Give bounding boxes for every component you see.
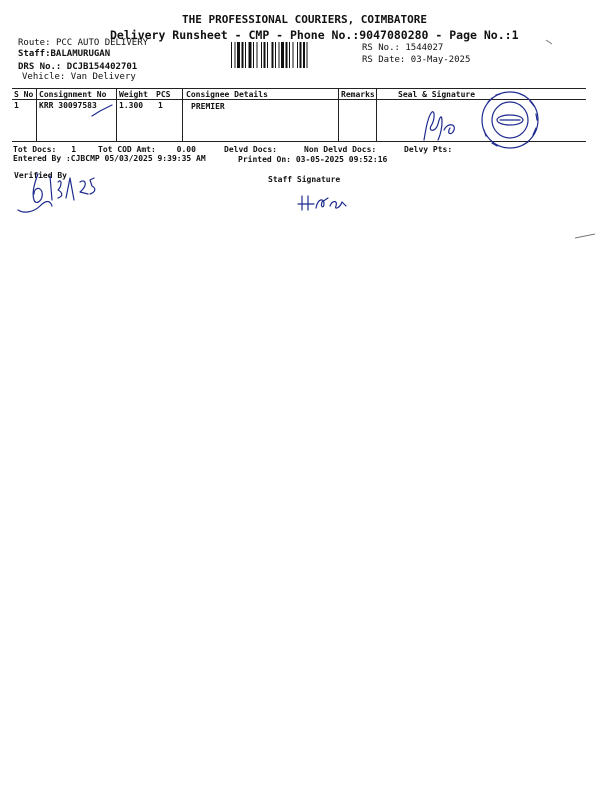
col-header-consignee: Consignee Details <box>186 90 268 99</box>
cell-sno: 1 <box>14 101 19 110</box>
col-header-weight: Weight <box>119 90 148 99</box>
drs-value: DCJB154402701 <box>66 62 138 72</box>
seal-stamp <box>462 88 552 150</box>
tick-mark <box>90 104 114 118</box>
col-divider <box>376 88 377 141</box>
printed-on-label: Printed On: <box>238 155 291 164</box>
rs-no-label: RS No.: <box>362 43 400 53</box>
tot-cod <box>98 145 196 154</box>
col-divider <box>36 88 37 141</box>
barcode-image <box>231 42 355 68</box>
col-divider <box>338 88 339 141</box>
rs-no-row <box>362 43 443 53</box>
col-divider <box>182 88 183 141</box>
entered-by-value: CJBCMP 05/03/2025 9:39:35 AM <box>70 154 206 163</box>
route-row <box>18 38 148 48</box>
col-divider <box>116 88 117 141</box>
col-header-consignment: Consignment No <box>39 90 107 99</box>
rs-date-value: 03-May-2025 <box>410 55 471 65</box>
scan-mark <box>544 38 554 46</box>
consignee-signature <box>416 106 464 144</box>
col-header-pcs: PCS <box>156 90 171 99</box>
tot-cod-label: Tot COD Amt: <box>98 145 156 154</box>
staff-label: Staff: <box>18 49 51 59</box>
col-header-sno: S No <box>14 90 34 99</box>
route-value: PCC AUTO DELIVERY <box>55 38 149 48</box>
printed-on <box>238 155 387 164</box>
entered-by-label: Entered By : <box>13 154 71 163</box>
cell-consignee: PREMIER <box>191 102 225 111</box>
rs-date-label: RS Date: <box>362 55 406 65</box>
rs-date-row <box>362 55 470 65</box>
staff-signature <box>294 190 350 214</box>
delvd-docs-label: Delvd Docs: <box>224 145 277 154</box>
vehicle-label: Vehicle: <box>22 72 66 82</box>
tot-docs-label: Tot Docs: <box>13 145 57 154</box>
cell-consignment: KRR 30097583 <box>39 101 97 110</box>
cell-pcs: 1 <box>158 101 163 110</box>
cell-weight: 1.300 <box>119 101 144 110</box>
staff-row <box>18 49 110 59</box>
verified-by-label: Verified By <box>14 171 67 180</box>
staff-signature-label: Staff Signature <box>268 175 341 184</box>
tot-docs <box>13 145 76 154</box>
tot-docs-value: 1 <box>71 145 77 154</box>
tot-cod-value: 0.00 <box>176 145 196 154</box>
route-label: Route: <box>18 38 51 48</box>
col-header-seal-signature: Seal & Signature <box>398 90 476 99</box>
drs-row <box>18 62 137 72</box>
scan-mark <box>574 232 596 240</box>
vehicle-row <box>22 72 136 82</box>
company-name: THE PROFESSIONAL COURIERS, COIMBATORE <box>182 13 428 26</box>
drs-label: DRS No.: <box>18 62 62 72</box>
entered-by <box>13 154 206 163</box>
verified-signature <box>12 170 104 218</box>
staff-value: BALAMURUGAN <box>50 49 111 59</box>
col-header-remarks: Remarks <box>341 90 375 99</box>
printed-on-value: 03-05-2025 09:52:16 <box>295 155 388 164</box>
delvy-pts-label: Delvy Pts: <box>404 145 453 154</box>
runsheet-title: Delivery Runsheet - CMP - Phone No.:9047080280 - Page No.:1 <box>110 28 519 42</box>
vehicle-value: Van Delivery <box>70 72 136 82</box>
non-delvd-docs-label: Non Delvd Docs: <box>304 145 377 154</box>
rs-no-value: 1544027 <box>405 43 444 53</box>
